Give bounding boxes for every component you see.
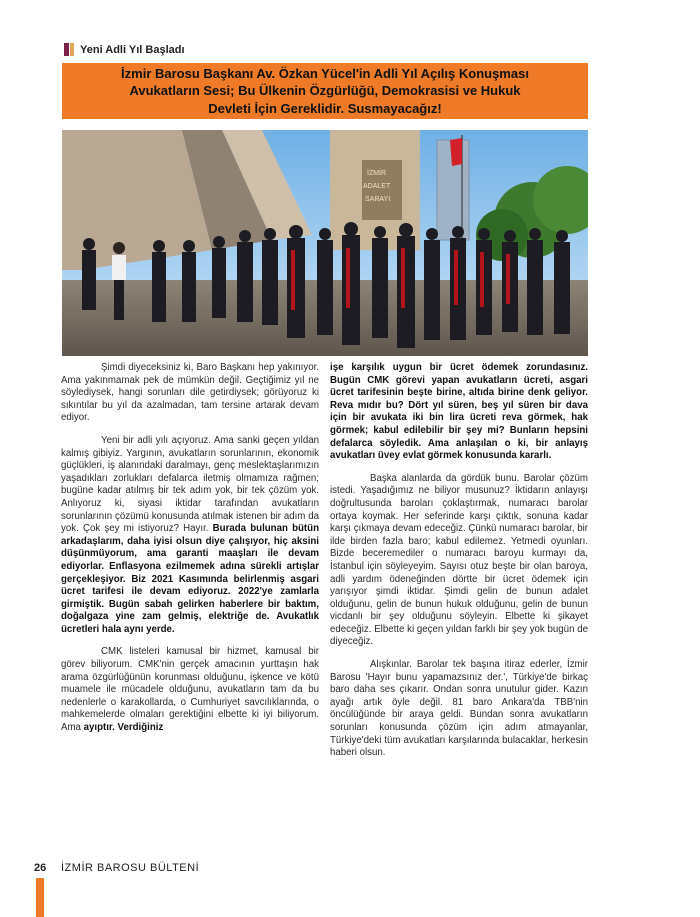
paragraph-bold-text: Burada bulunan bütün arkadaşlarım, daha iyisi olsun diye çalışıyor, hiç aksini düşünmüyorum, ama garanti maaşları ile devam ediyorlar. Enflasyona ezilmemek adına sürekli artışlar gerçekleşiyor. Biz 2021 Kasımında belirlenmiş asgari ücret tarifesi ile devam ediyoruz. 2022'ye zamlarla girmiştik. Bugün sabah gelirken haberlere bir baktım, doğalgaza yine zam gelmiş, elektriğe de. Avukatlık ücretleri hala aynı yerde. [61, 523, 319, 635]
headline-box [62, 63, 588, 119]
page-number: 26 [34, 862, 47, 874]
sign-line-3: SARAYI [365, 196, 391, 203]
headline-line-1: İzmir Barosu Başkanı Av. Özkan Yücel'in Adli Yıl Açılış Konuşması [121, 65, 529, 81]
right-column [330, 362, 588, 770]
paragraph [330, 362, 588, 463]
paragraph-bold-text: işe karşılık uygun bir ücret ödemek zorundasınız. Bugün CMK görevi yapan avukatların ücreti, asgari ücret tarifesinin beşte birine, altıda birine denk geliyor. Reva mıdır bu? Dört yıl süren, beş yıl süren bir dava için bir avukata iki bin lira ücreti reva görmek, hak görmek; kabul edilebilir bir şey mi? Bunların hepsini defalarca söyledik. Ama anlaşılan o ki, bir anlayış avukatları üvey evlat görmek konusunda kararlı. [330, 362, 588, 462]
left-column [61, 362, 319, 745]
sign-line-1: İZMİR [367, 170, 387, 177]
paragraph-text: Yeni bir adli yılı açıyoruz. Ama sanki geçen yıldan kalmış gibiyiz. Yargının, avukatların sorunlarının, ekonomik güçlükleri, iş alanındaki daralmayı, genç meslektaşlarımızın yaşadıkları zorlukları defalarca iletmiş olmamıza rağmen; bugüne kadar atılmış bir tek adım yok, bir tek çözüm yok. Anlıyoruz ki, siyasi iktidar tarafından avukatların sorunlarının çözümü konusunda atılmak istenen bir adım da yok. Çok şey mi istiyoruz? Hayır. [61, 434, 319, 535]
headline-line-2: Avukatların Sesi; Bu Ülkenin Özgürlüğü, Demokrasisi ve Hukuk [129, 83, 521, 99]
sign-line-2: ADALET [363, 183, 391, 190]
paragraph-text: CMK listeleri kamusal bir hizmet, kamusal bir görev biliyorum. CMK'nin gerçek amacının yurttaşın hak arama özgürlüğünün korunması olduğunu, işkence ve kötü muamele ile mücadele olduğunu, avukatların tam da bu nedenlerle o karakollarda, o Cumhuriyet savcılıklarında, o mahkemelerde olmaları gerektiğini elbette ki iyi biliyorum. Ama [61, 646, 319, 734]
paragraph [61, 435, 319, 637]
paragraph: Başka alanlarda da gördük bunu. Barolar çözüm istedi. Yaşadığımız ne biliyor musunuz? İktidarın anlayışı doğrultusunda baroları çoklaştırmak, numaracı barolar ortaya koymak. Her seferinde karşı çıktık, sonuna kadar karşı çıkmaya devam edeceğiz. Çünkü numaracı barolar, bir ilde birden fazla baro; kabul edilemez. Yetmedi oyunları. Bizde beceremediler o numaracı baroyu kurmayı da, İstanbul için söyleyeyim. Sayısı otuz beşte bir olan baroya, adli yardım ödeneğinden dörtte bir ücret ödemek için yarışıyor şimdi iktidar. Şimdi gelin de bunun adalet olduğunu, gelin de bunun hukuk olduğunu, gelin de bunun vicdanlı bir şey olduğunu söyleyin. Elbette ki şikayet edeceğiz. Elbette ki geçen yıldan farklı bir şey yok bugün de diyeceğiz. [330, 472, 588, 648]
paragraph: Şimdi diyeceksiniz ki, Baro Başkanı hep yakınıyor. Ama yakınmamak pek de mümkün değil. Geçtiğimiz yıl ne söylediysek, hangi sorunları dile getirdiysek; görüyoruz ki sıkıntılar bu yıl da azalmadan, tam tersine artarak devam ediyor. [61, 362, 319, 424]
headline-line-3: Devleti İçin Gereklidir. Susmayacağız! [208, 100, 442, 116]
ceremony-photo [62, 130, 588, 356]
publication-title: İZMİR BAROSU BÜLTENİ [61, 862, 200, 874]
section-tag-marker-light [70, 43, 74, 56]
footer-accent-bar [36, 878, 44, 917]
section-tag [64, 43, 185, 56]
section-tag-marker-dark [64, 43, 69, 56]
paragraph-bold-text: ayıptır. Verdiğiniz [83, 722, 164, 734]
section-title: Yeni Adli Yıl Başladı [80, 43, 185, 56]
paragraph [61, 646, 319, 734]
paragraph: Alışkınlar. Barolar tek başına itiraz ederler, İzmir Barosu 'Hayır bunu yapamazsınız der.', Türkiye'de birkaç baro daha ses çıkarır. Ondan sonra unutulur gider. Kazın ayağı artık öyle değil. 81 baro Ankara'da TBB'nin öncülüğünde bir araya geldi. Bundan sonra avukatların sorunları konusunda çözüm için adım atmayanlar, Türkiye'deki tüm avukatları karşılarında bulacaklar, herkesin haberi olsun. [330, 659, 588, 759]
